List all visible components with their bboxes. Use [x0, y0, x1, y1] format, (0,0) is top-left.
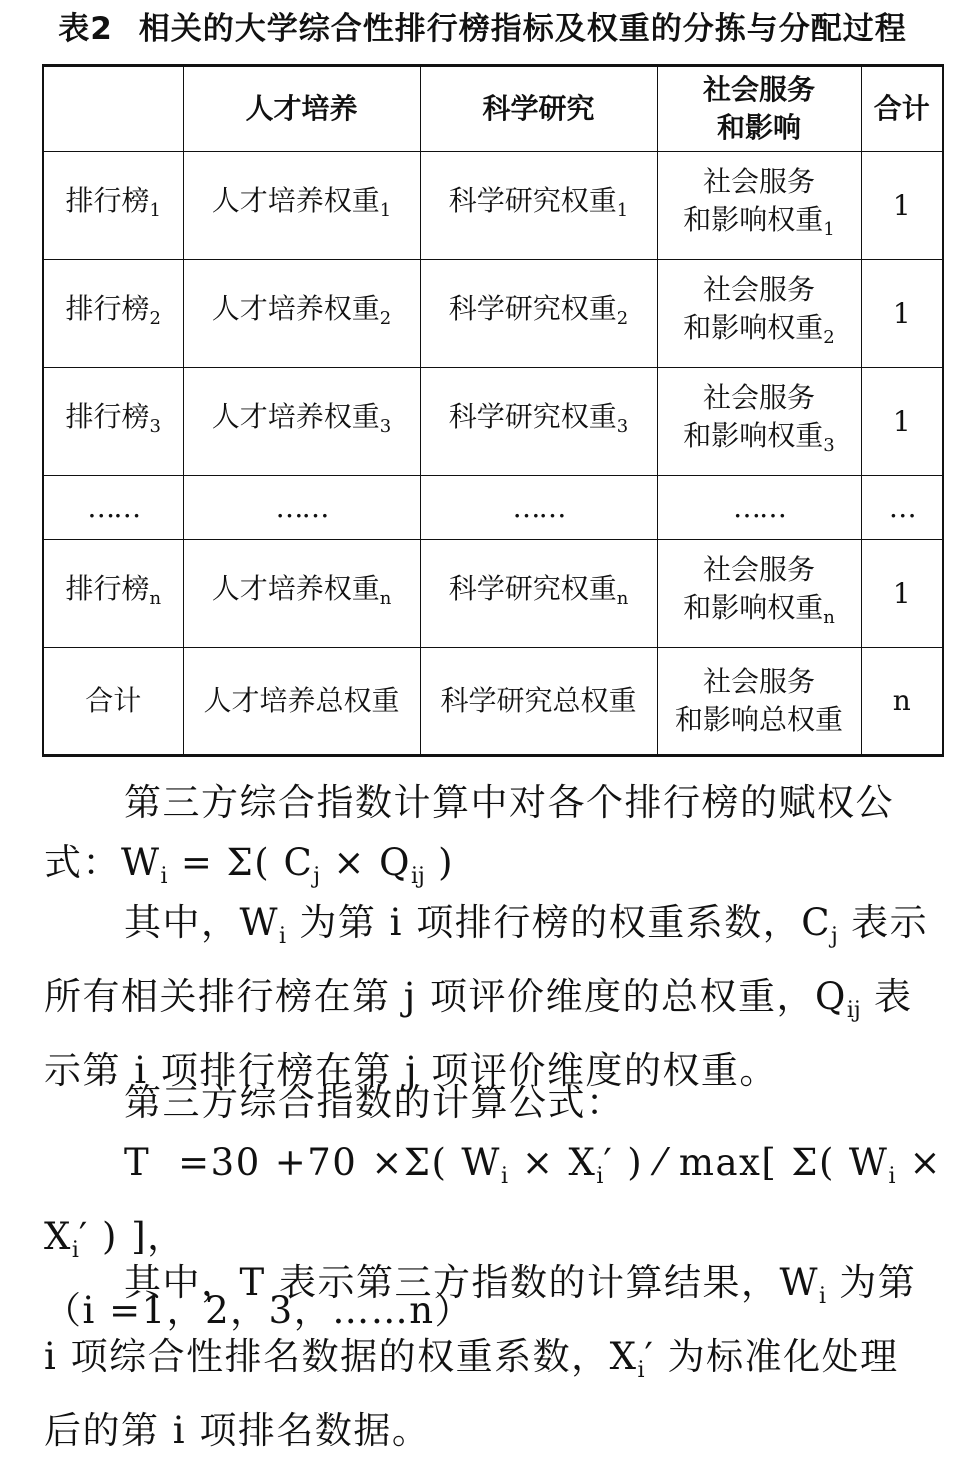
- service-weight: 社会服务 和影响权重$_2$: [657, 260, 861, 368]
- table-row: [43, 152, 943, 260]
- paragraph-weight-formula: 第三方综合指数计算中对各个排行榜的赋权公 式：$W_i = \Sigma$( $C_j \times Q_{ij}$ ): [44, 781, 894, 889]
- research-weight: 科学研究权重$_3$: [420, 368, 657, 476]
- paragraph-weight-explanation: 其中，$W_i$ 为第 i 项排行榜的权重系数，$C_j$ 表示 所有相关排行榜在第 j 项评价维度的总权重，$Q_{ij}$ 表 示第 i 项排行榜在第 j 项评价维度的权重。: [44, 901, 929, 1092]
- paragraph-index-explanation: 其中，T 表示第三方指数的计算结果，$W_i$ 为第 i 项综合性排名数据的权重系数，$X_i'$ 为标准化处理 后的第 i 项排名数据。: [44, 1261, 917, 1452]
- table-row: [43, 368, 943, 476]
- header-total: 合计: [861, 66, 943, 152]
- research-weight: 科学研究权重$_1$: [420, 152, 657, 260]
- table-title: 相关的大学综合性排行榜指标及权重的分拣与分配过程: [138, 11, 907, 47]
- table-number: 表2: [58, 11, 113, 47]
- row-label: 排行榜$_3$: [43, 368, 183, 476]
- header-research: 科学研究: [420, 66, 657, 152]
- ellipsis-row: [43, 476, 943, 540]
- talent-total-weight: 人才培养总权重: [183, 648, 420, 756]
- table-header-row: [43, 66, 943, 152]
- row-total: 1: [861, 540, 943, 648]
- total-row: [43, 648, 943, 756]
- table-row: [43, 260, 943, 368]
- ellipsis-cell: …: [861, 476, 943, 540]
- row-total: 1: [861, 368, 943, 476]
- research-weight: 科学研究权重$_n$: [420, 540, 657, 648]
- grand-total: n: [861, 648, 943, 756]
- paragraph-index-intro: 第三方综合指数的计算公式：: [124, 1081, 625, 1124]
- row-label: 排行榜$_n$: [43, 540, 183, 648]
- service-weight: 社会服务 和影响权重$_1$: [657, 152, 861, 260]
- research-total-weight: 科学研究总权重: [420, 648, 657, 756]
- ellipsis-cell: ……: [657, 476, 861, 540]
- research-weight: 科学研究权重$_2$: [420, 260, 657, 368]
- total-label: 合计: [43, 648, 183, 756]
- service-weight: 社会服务 和影响权重$_n$: [657, 540, 861, 648]
- row-total: 1: [861, 260, 943, 368]
- table-row: [43, 540, 943, 648]
- row-total: 1: [861, 152, 943, 260]
- row-label: 排行榜$_1$: [43, 152, 183, 260]
- header-empty: [43, 66, 183, 152]
- table-caption: [0, 0, 965, 58]
- header-talent: 人才培养: [183, 66, 420, 152]
- formula-weight: $W_i = \Sigma$( $C_j \times Q_{ij}$ ): [121, 841, 455, 889]
- ellipsis-cell: ……: [420, 476, 657, 540]
- formula-index: T =30 +70 ×Σ( $W_i \times X_i'$ ) ⁄ max[ Σ( $W_i \times X_i'$ ) ]， （i =1，2，3，……n）: [44, 1141, 942, 1332]
- header-service: 社会服务 和影响: [657, 66, 861, 152]
- service-weight: 社会服务 和影响权重$_3$: [657, 368, 861, 476]
- talent-weight: 人才培养权重$_n$: [183, 540, 420, 648]
- talent-weight: 人才培养权重$_2$: [183, 260, 420, 368]
- service-total-weight: 社会服务 和影响总权重: [657, 648, 861, 756]
- ellipsis-cell: ……: [43, 476, 183, 540]
- weights-table: [42, 64, 944, 757]
- ellipsis-cell: ……: [183, 476, 420, 540]
- talent-weight: 人才培养权重$_1$: [183, 152, 420, 260]
- talent-weight: 人才培养权重$_3$: [183, 368, 420, 476]
- row-label: 排行榜$_2$: [43, 260, 183, 368]
